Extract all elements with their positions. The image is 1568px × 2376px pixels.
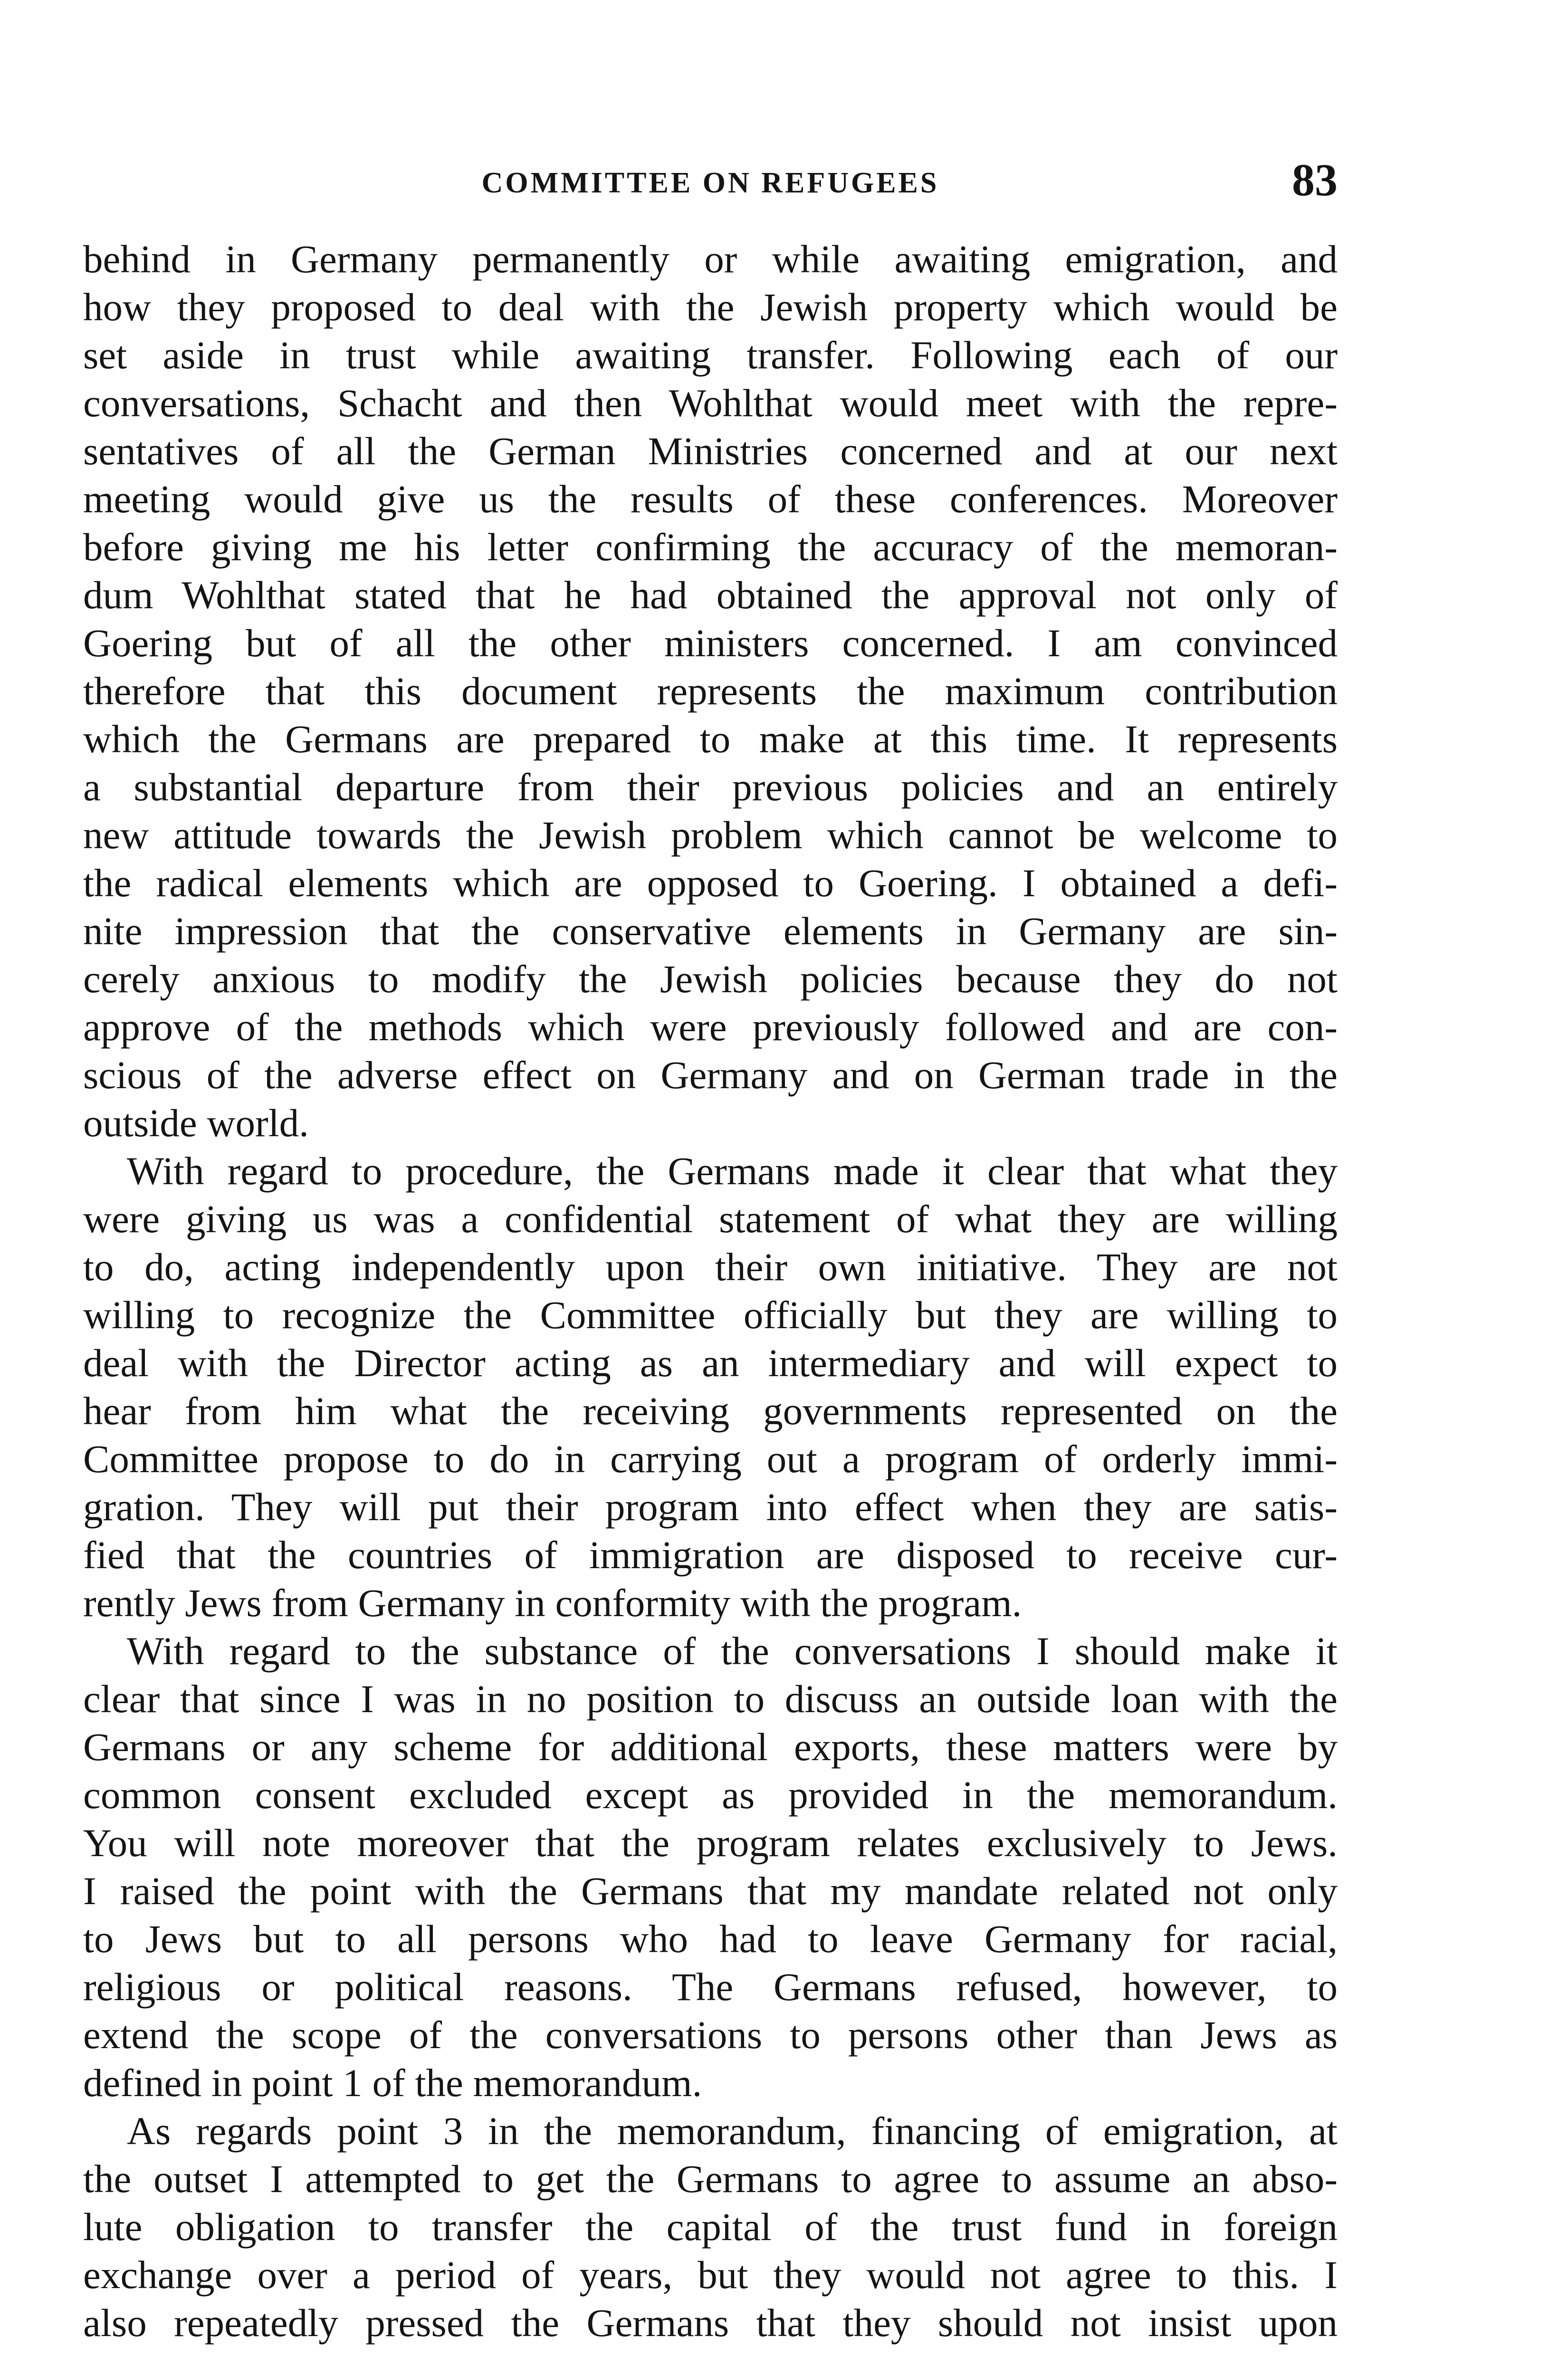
text-line: how they proposed to deal with the Jewish property which would be: [83, 285, 1338, 329]
text-line: set aside in trust while awaiting transfer. Following each of our: [83, 333, 1338, 377]
text-line: common consent excluded except as provided in the memorandum.: [83, 1773, 1338, 1817]
text-line: exchange over a period of years, but they would not agree to this. I: [83, 2253, 1338, 2297]
text-line: I raised the point with the Germans that my mandate related not only: [83, 1869, 1338, 1913]
text-line: meeting would give us the results of these conferences. Moreover: [83, 477, 1338, 521]
running-head: [83, 154, 1338, 209]
text-line: With regard to procedure, the Germans made it clear that what they: [127, 1149, 1338, 1193]
text-line: to Jews but to all persons who had to leave Germany for racial,: [83, 1917, 1338, 1961]
text-line: Goering but of all the other ministers concerned. I am convinced: [83, 621, 1338, 665]
text-line: With regard to the substance of the conversations I should make it: [127, 1629, 1338, 1673]
text-line: approve of the methods which were previously followed and are con-: [83, 1005, 1338, 1049]
text-line: a substantial departure from their previous policies and an entirely: [83, 765, 1338, 809]
paragraph-3: [83, 1627, 1338, 2107]
text-line: scious of the adverse effect on Germany and on German trade in the: [83, 1053, 1338, 1097]
text-line: You will note moreover that the program relates exclusively to Jews.: [83, 1821, 1338, 1865]
paragraph-4: [83, 2107, 1338, 2347]
text-line: lute obligation to transfer the capital of the trust fund in foreign: [83, 2205, 1338, 2249]
text-line: sentatives of all the German Ministries concerned and at our next: [83, 429, 1338, 473]
text-line: Committee propose to do in carrying out a program of orderly immi-: [83, 1437, 1338, 1481]
text-line: defined in point 1 of the memorandum.: [83, 2061, 702, 2105]
text-line: Germans or any scheme for additional exports, these matters were by: [83, 1725, 1338, 1769]
text-line: also repeatedly pressed the Germans that they should not insist upon: [83, 2301, 1338, 2345]
text-line: clear that since I was in no position to discuss an outside loan with the: [83, 1677, 1338, 1721]
body-text: [83, 235, 1338, 2347]
text-line: rently Jews from Germany in conformity with the program.: [83, 1581, 1022, 1625]
text-line: therefore that this document represents the maximum contribution: [83, 669, 1338, 713]
text-line: new attitude towards the Jewish problem which cannot be welcome to: [83, 813, 1338, 857]
text-line: gration. They will put their program into effect when they are satis-: [83, 1485, 1338, 1529]
text-line: nite impression that the conservative elements in Germany are sin-: [83, 909, 1338, 953]
text-line: to do, acting independently upon their own initiative. They are not: [83, 1245, 1338, 1289]
paragraph-1: [83, 235, 1338, 1147]
text-line: cerely anxious to modify the Jewish policies because they do not: [83, 957, 1338, 1001]
text-line: outside world.: [83, 1101, 309, 1145]
text-line: behind in Germany permanently or while awaiting emigration, and: [83, 237, 1338, 281]
paragraph-2: [83, 1147, 1338, 1627]
text-line: hear from him what the receiving governments represented on the: [83, 1389, 1338, 1433]
text-line: dum Wohlthat stated that he had obtained the approval not only of: [83, 573, 1338, 617]
page-number: 83: [1292, 154, 1338, 205]
text-line: extend the scope of the conversations to persons other than Jews as: [83, 2013, 1338, 2057]
text-line: willing to recognize the Committee officially but they are willing to: [83, 1293, 1338, 1337]
text-line: religious or political reasons. The Germans refused, however, to: [83, 1965, 1338, 2009]
running-title: COMMITTEE ON REFUGEES: [481, 167, 939, 199]
text-line: the outset I attempted to get the Germans to agree to assume an abso-: [83, 2157, 1338, 2201]
text-line: were giving us was a confidential statement of what they are willing: [83, 1197, 1338, 1241]
text-line: As regards point 3 in the memorandum, financing of emigration, at: [127, 2109, 1338, 2153]
text-line: fied that the countries of immigration are disposed to receive cur-: [83, 1533, 1338, 1577]
text-line: which the Germans are prepared to make at this time. It represents: [83, 717, 1338, 761]
text-line: before giving me his letter confirming the accuracy of the memoran-: [83, 525, 1338, 569]
text-line: conversations, Schacht and then Wohlthat would meet with the repre-: [83, 381, 1338, 425]
text-line: deal with the Director acting as an intermediary and will expect to: [83, 1341, 1338, 1385]
text-line: the radical elements which are opposed to Goering. I obtained a defi-: [83, 861, 1338, 905]
